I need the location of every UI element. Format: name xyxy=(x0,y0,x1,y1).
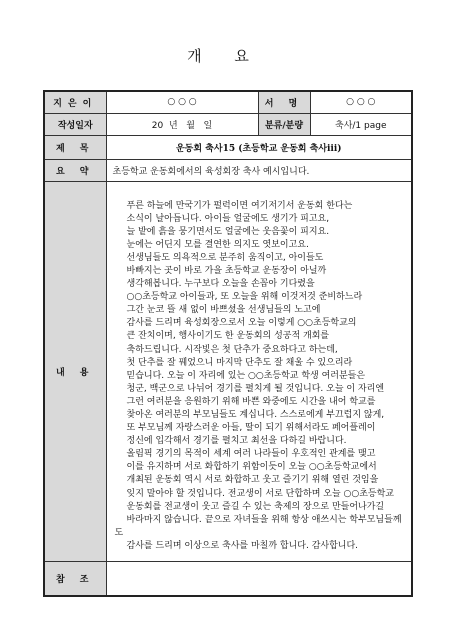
date-label: 작성일자 xyxy=(44,113,106,135)
content-line: 감사를 드리며 육성회장으로서 오늘 이렇게 ○○초등학교의 xyxy=(126,318,357,329)
content-line: 바라마지 않습니다. 끝으로 자녀들을 위해 항상 애쓰시는 학부모님들께 xyxy=(126,514,402,525)
content-line: 생각해봅니다. 누구보다 오늘을 손꼽아 기다렸을 xyxy=(126,279,315,290)
content-line: 큰 잔치이며, 행사이기도 한 운동회의 성공적 개회를 xyxy=(126,331,330,342)
date-row xyxy=(44,113,412,135)
content-line: 찾아온 여러분의 부모님들도 계십니다. 스스로에게 부끄럽지 않게, xyxy=(126,410,385,420)
document-title: 개 요 xyxy=(187,47,263,65)
content-line: 푸른 하늘에 만국기가 펄럭이면 여기저기서 운동회 한다는 xyxy=(126,200,353,211)
reference-label: 참 조 xyxy=(44,562,106,596)
content-line: 도 xyxy=(114,527,124,538)
content-line: 소식이 날아듭니다. 아이들 얼굴에도 생기가 피고요, xyxy=(126,213,330,224)
content-line: 또 부모님께 자랑스러운 아들, 딸이 되기 위해서라도 페어플레이 xyxy=(126,423,376,434)
content-line: 첫 단추를 잘 꿰었으니 마지막 단추도 잘 채울 수 있으리라 xyxy=(126,357,353,368)
editor-label: 서 명 xyxy=(258,91,310,113)
author-label: 지은이 xyxy=(44,91,106,113)
content-line: 이를 유지하며 서로 화합하기 위함이듯이 오늘 ○○초등학교에서 xyxy=(126,462,377,473)
content-line: 그런 여러분을 응원하기 위해 바쁜 와중에도 시간을 내어 학교를 xyxy=(126,396,376,407)
reference-value xyxy=(106,562,412,596)
subject-row xyxy=(44,135,412,159)
date-value: 20 년 월 일 xyxy=(106,113,258,135)
content-line: 올림픽 경기의 목적이 세계 여러 나라들이 우호적인 관계를 맺고 xyxy=(126,449,376,460)
summary-row xyxy=(44,159,412,181)
summary-label: 요 약 xyxy=(44,159,106,181)
summary-value: 초등학교 운동회에서의 육성회장 축사 예시입니다. xyxy=(106,159,412,181)
category-value: 축사/1 page xyxy=(310,113,412,135)
content-body xyxy=(106,181,412,562)
content-line: 잊지 말아야 할 것입니다. 전교생이 서로 단합하며 오늘 ○○초등학교 xyxy=(126,488,394,499)
content-row xyxy=(44,181,412,562)
content-line: 개최된 운동회 역시 서로 화합하고 웃고 즐기기 위해 열린 것임을 xyxy=(126,475,379,486)
subject-value: 운동회 축사15 (초등학교 운동회 축사ⅲ) xyxy=(106,135,412,159)
content-line: 늘 밭에 흙을 뭉기면서도 얼굴에는 웃음꽃이 피지요. xyxy=(126,226,330,237)
author-value: ○ ○ ○ xyxy=(106,91,258,113)
content-line: 바빠지는 곳이 바로 가을 초등학교 운동장이 아닐까 xyxy=(126,265,327,276)
content-line: 눈에는 어딘지 모를 결연한 의지도 엿보이고요. xyxy=(126,239,309,250)
author-row xyxy=(44,91,412,113)
content-line: 축하드립니다. 시작빛은 첫 단추가 중요하다고 하는데, xyxy=(126,344,338,355)
content-line: 그간 눈코 뜰 새 없이 바쁘셨을 선생님들의 노고에 xyxy=(126,305,321,316)
content-line: ○○초등학교 아이들과, 또 오늘을 위해 이것저것 준비하느라 xyxy=(126,292,363,303)
editor-value: ○ ○ ○ xyxy=(310,91,412,113)
content-line: 감사를 드리며 이상으로 축사를 마칠까 합니다. 감사합니다. xyxy=(126,540,359,551)
content-line: 선생님들도 의욕적으로 분주히 움직이고, 아이들도 xyxy=(126,252,324,263)
content-line: 정신에 입각해서 경기를 펼치고 최선을 다하길 바랍니다. xyxy=(126,436,347,447)
subject-label: 제 목 xyxy=(44,135,106,159)
content-label: 내 용 xyxy=(44,181,106,562)
content-line: 청군, 백군으로 나뉘어 경기를 펼치게 될 것입니다. 오늘 이 자리엔 xyxy=(126,383,385,394)
content-line: 믿습니다. 오늘 이 자리에 있는 ○○초등학교 학생 여러분들은 xyxy=(126,370,366,381)
content-line: 운동회를 전교생이 웃고 즐길 수 있는 축제의 장으로 만들어나가길 xyxy=(126,501,385,512)
reference-row xyxy=(44,562,412,596)
category-label: 분류/분량 xyxy=(258,113,310,135)
summary-form xyxy=(43,90,413,597)
